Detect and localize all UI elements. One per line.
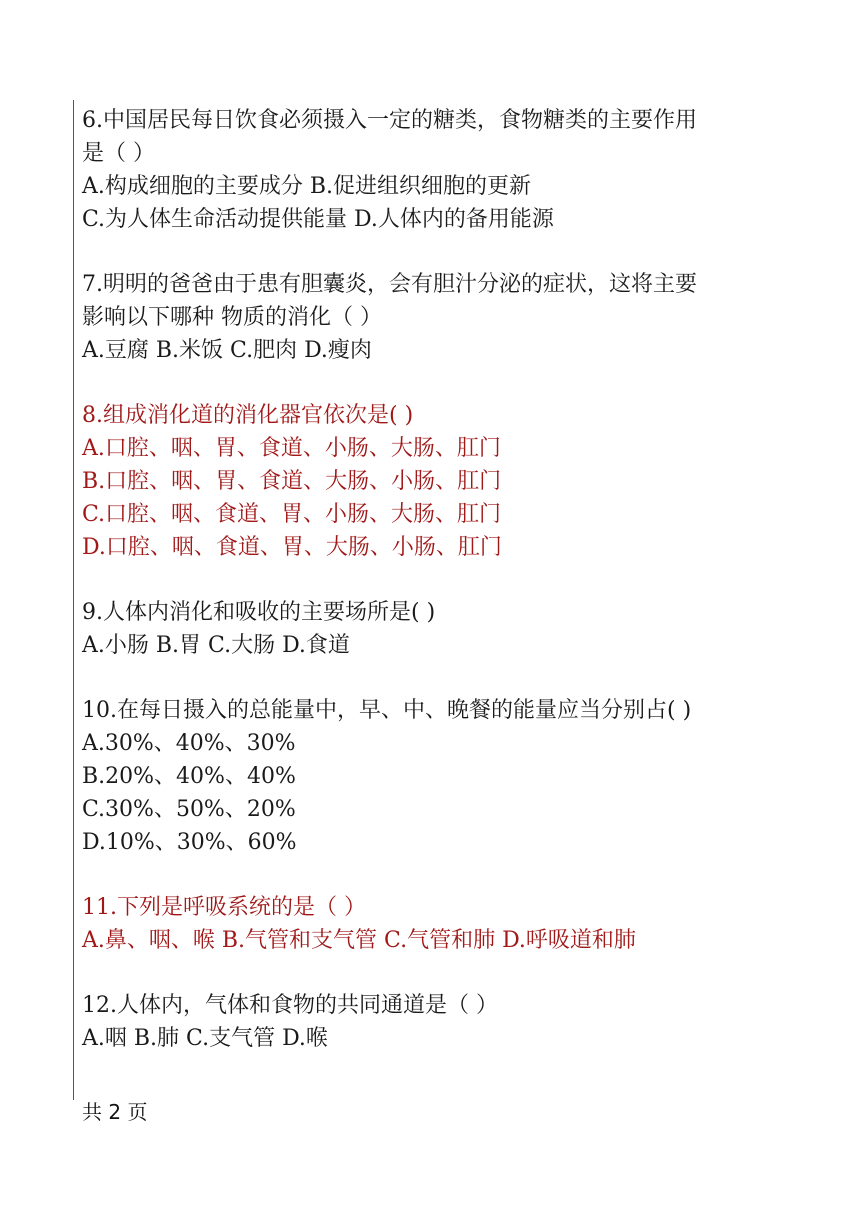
question-10-option-c: C.30%、50%、20%: [82, 797, 296, 822]
question-10-option-b: B.20%、40%、40%: [82, 764, 296, 789]
question-list: [82, 104, 842, 1087]
question-10: [82, 694, 842, 859]
question-11-options: A.鼻、咽、喉 B.气管和支气管 C.气管和肺 D.呼吸道和肺: [82, 928, 636, 953]
question-6-stem-line-1: 6.中国居民每日饮食必须摄入一定的糖类，食物糖类的主要作用: [82, 108, 697, 133]
question-6-options-cd: C.为人体生命活动提供能量 D.人体内的备用能源: [82, 207, 554, 232]
question-10-stem: 10.在每日摄入的总能量中，早、中、晚餐的能量应当分别占( ): [82, 698, 692, 723]
question-12-options: A.咽 B.肺 C.支气管 D.喉: [82, 1026, 328, 1051]
question-12-stem: 12.人体内，气体和食物的共同通道是（ ）: [82, 993, 498, 1018]
question-10-option-a: A.30%、40%、30%: [82, 731, 296, 756]
question-8-option-c: C.口腔、咽、食道、胃、小肠、大肠、肛门: [82, 502, 502, 527]
question-9: [82, 596, 842, 662]
question-7: [82, 268, 842, 367]
question-12: [82, 989, 842, 1055]
question-7-stem-line-1: 7.明明的爸爸由于患有胆囊炎，会有胆汁分泌的症状，这将主要: [82, 272, 697, 297]
question-6: [82, 104, 842, 236]
question-6-stem-line-2: 是（ ）: [82, 141, 155, 166]
question-8-stem: 8.组成消化道的消化器官依次是( ): [82, 403, 414, 428]
question-10-option-d: D.10%、30%、60%: [82, 830, 297, 855]
question-7-stem-line-2: 影响以下哪种 物质的消化（ ）: [82, 305, 382, 330]
question-9-stem: 9.人体内消化和吸收的主要场所是( ): [82, 600, 436, 625]
question-9-options: A.小肠 B.胃 C.大肠 D.食道: [82, 633, 350, 658]
question-8-option-d: D.口腔、咽、食道、胃、大肠、小肠、肛门: [82, 535, 502, 560]
question-6-options-ab: A.构成细胞的主要成分 B.促进组织细胞的更新: [82, 174, 532, 199]
question-11-stem: 11.下列是呼吸系统的是（ ）: [82, 895, 366, 920]
question-8: [82, 399, 842, 564]
question-8-option-b: B.口腔、咽、胃、食道、大肠、小肠、肛门: [82, 469, 502, 494]
question-11: [82, 891, 842, 957]
question-8-option-a: A.口腔、咽、胃、食道、小肠、大肠、肛门: [82, 436, 501, 461]
page-count-footer: 共 2 页: [82, 1100, 148, 1124]
question-7-options: A.豆腐 B.米饭 C.肥肉 D.瘦肉: [82, 338, 372, 363]
margin-rule: [73, 100, 74, 1100]
